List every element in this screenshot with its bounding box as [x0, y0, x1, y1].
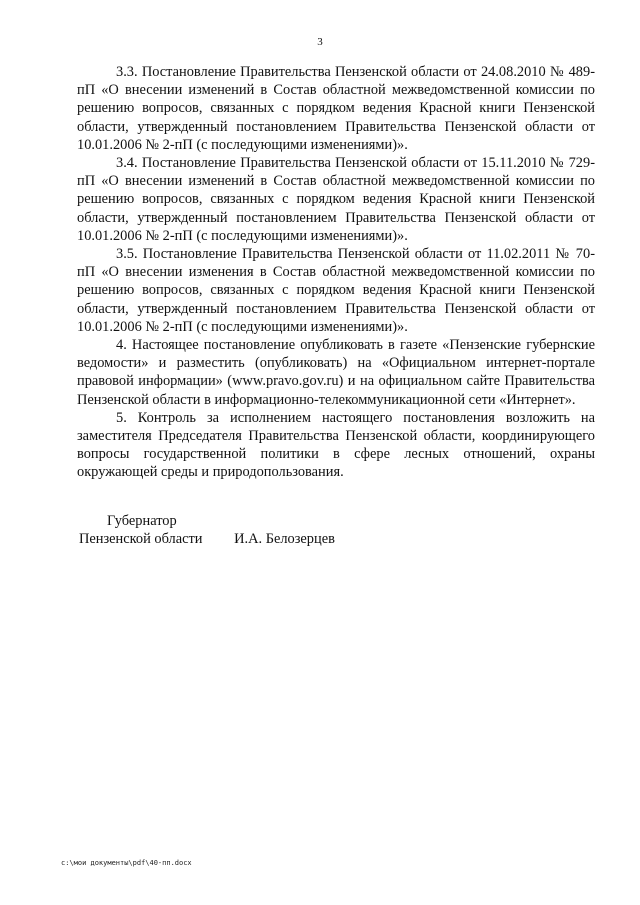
page-number: 3: [317, 36, 323, 48]
paragraph-3-4: 3.4. Постановление Правительства Пензенской области от 15.11.2010 № 729-пП «О внесении изменений в Состав областной межведомственной комиссии по решению вопросов, связанных с порядком ведения Красной книги Пензенской области, утвержденный постановлением Правительства Пензенской области от 10.01.2006 № 2-пП (с последующими изменениями)».: [77, 155, 595, 244]
document-body: [77, 63, 595, 482]
signatory-title: Губернатор: [107, 513, 177, 529]
paragraph-5: 5. Контроль за исполнением настоящего постановления возложить на заместителя Председателя Правительства Пензенской области, координирующего вопросы государственной политики в сфере лесных отношений, охраны окружающей среды и природопользования.: [77, 409, 595, 481]
signature-block: [79, 512, 335, 549]
paragraph-4: 4. Настоящее постановление опубликовать в газете «Пензенские губернские ведомости» и разместить (опубликовать) на «Официальном интернет-портале правовой информации» (www.pravo.gov.ru) и на официальном сайте Правительства Пензенской области в информационно-телекоммуникационной сети «Интернет».: [77, 337, 595, 408]
paragraph-3-5: 3.5. Постановление Правительства Пензенской области от 11.02.2011 № 70-пП «О внесении изменения в Состав областной межведомственной комиссии по решению вопросов, связанных с порядком ведения Красной книги Пензенской области, утвержденный постановлением Правительства Пензенской области от 10.01.2006 № 2-пП (с последующими изменениями)».: [77, 246, 595, 335]
signatory-name: И.А. Белозерцев: [234, 531, 335, 548]
footer-file-path: c:\мои документы\pdf\40-пп.docx: [61, 859, 192, 867]
paragraph-3-3: 3.3. Постановление Правительства Пензенской области от 24.08.2010 № 489-пП «О внесении изменений в Состав областной межведомственной комиссии по решению вопросов, связанных с порядком ведения Красной книги Пензенской области, утвержденный постановлением Правительства Пензенской области от 10.01.2006 № 2-пП (с последующими изменениями)».: [77, 64, 595, 153]
signatory-region: Пензенской области: [79, 531, 203, 548]
